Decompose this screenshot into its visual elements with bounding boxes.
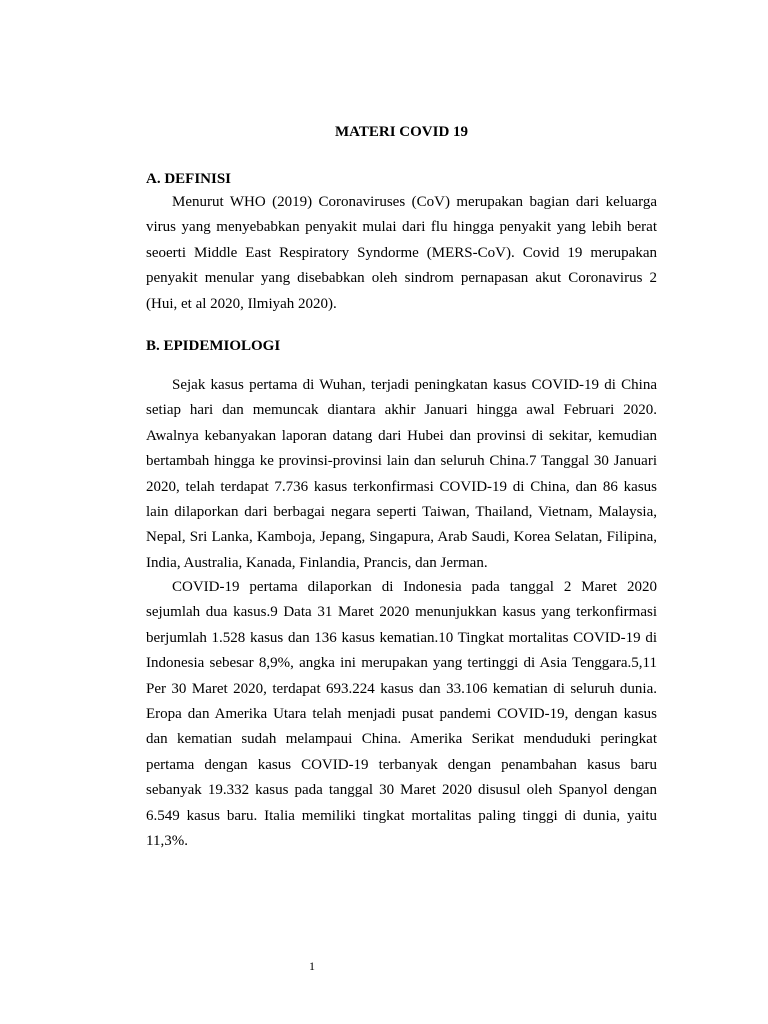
section-heading-epidemiologi: B. EPIDEMIOLOGI bbox=[146, 338, 281, 354]
section-heading-definisi: A. DEFINISI bbox=[146, 171, 232, 187]
paragraph-epidemiologi-1: Sejak kasus pertama di Wuhan, terjadi peningkatan kasus COVID-19 di China setiap hari dan memuncak diantara akhir Januari hingga awal Februari 2020. Awalnya kebanyakan laporan datang dari Hubei dan provinsi di sekitar, kemudian bertambah hingga ke provinsi-provinsi lain dan seluruh China.7 Tanggal 30 Januari 2020, telah terdapat 7.736 kasus terkonfirmasi COVID-19 di China, dan 86 kasus lain dilaporkan dari berbagai negara seperti Taiwan, Thailand, Vietnam, Malaysia, Nepal, Sri Lanka, Kamboja, Jepang, Singapura, Arab Saudi, Korea Selatan, Filipina, India, Australia, Kanada, Finlandia, Prancis, dan Jerman. bbox=[146, 377, 657, 571]
page-number: 1 bbox=[309, 959, 315, 973]
document-title: MATERI COVID 19 bbox=[334, 124, 469, 140]
paragraph-definisi: Menurut WHO (2019) Coronaviruses (CoV) merupakan bagian dari keluarga virus yang menyebabkan penyakit mulai dari flu hingga penyakit yang lebih berat seoerti Middle East Respiratory Syndorme (MERS-CoV). Covid 19 merupakan penyakit menular yang disebabkan oleh sindrom pernapasan akut Coronavirus 2 (Hui, et al 2020, Ilmiyah 2020). bbox=[146, 194, 657, 312]
paragraph-epidemiologi-2: COVID-19 pertama dilaporkan di Indonesia pada tanggal 2 Maret 2020 sejumlah dua kasus.9 Data 31 Maret 2020 menunjukkan kasus yang terkonfirmasi berjumlah 1.528 kasus dan 136 kasus kematian.10 Tingkat mortalitas COVID-19 di Indonesia sebesar 8,9%, angka ini merupakan yang tertinggi di Asia Tenggara.5,11 Per 30 Maret 2020, terdapat 693.224 kasus dan 33.106 kematian di seluruh dunia. Eropa dan Amerika Utara telah menjadi pusat pandemi COVID-19, dengan kasus dan kematian sudah melampaui China. Amerika Serikat menduduki peringkat pertama dengan kasus COVID-19 terbanyak dengan penambahan kasus baru sebanyak 19.332 kasus pada tanggal 30 Maret 2020 disusul oleh Spanyol dengan 6.549 kasus baru. Italia memiliki tingkat mortalitas paling tinggi di dunia, yaitu 11,3%. bbox=[146, 579, 657, 850]
